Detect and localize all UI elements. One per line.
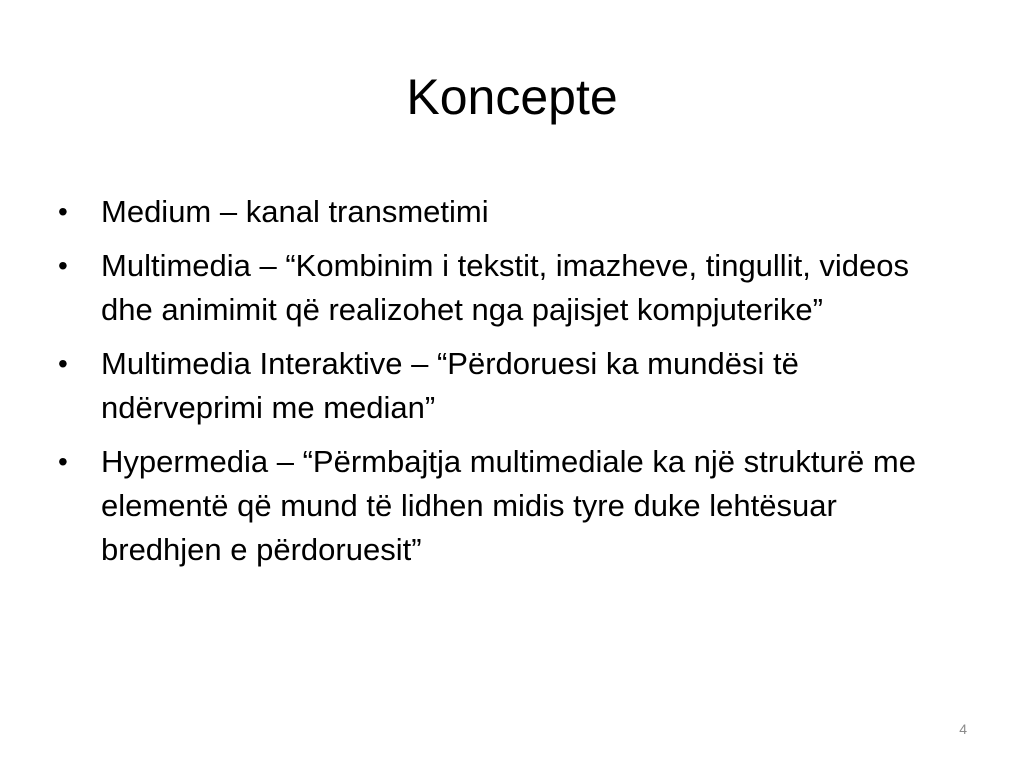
bullet-marker: • bbox=[58, 196, 68, 227]
bullet-list bbox=[56, 190, 966, 582]
bullet-item-multimedia bbox=[56, 244, 966, 332]
bullet-item-multimedia-interaktive bbox=[56, 342, 966, 430]
slide-title: Koncepte bbox=[406, 69, 618, 125]
bullet-text: Medium – kanal transmetimi bbox=[101, 194, 489, 229]
bullet-item-medium bbox=[56, 190, 966, 234]
bullet-marker: • bbox=[58, 446, 68, 477]
bullet-text: Multimedia – “Kombinim i tekstit, imazheve, tingullit, videos dhe animimit që realizohet nga pajisjet kompjuterike” bbox=[101, 248, 910, 327]
page-number: 4 bbox=[959, 721, 967, 737]
bullet-item-hypermedia bbox=[56, 440, 966, 572]
bullet-marker: • bbox=[58, 250, 68, 281]
bullet-text: Multimedia Interaktive – “Përdoruesi ka mundësi të ndërveprimi me median” bbox=[101, 346, 799, 425]
bullet-text: Hypermedia – “Përmbajtja multimediale ka një strukturë me elementë që mund të lidhen midis tyre duke lehtësuar bredhjen e përdoruesit” bbox=[101, 444, 916, 567]
bullet-marker: • bbox=[58, 348, 68, 379]
